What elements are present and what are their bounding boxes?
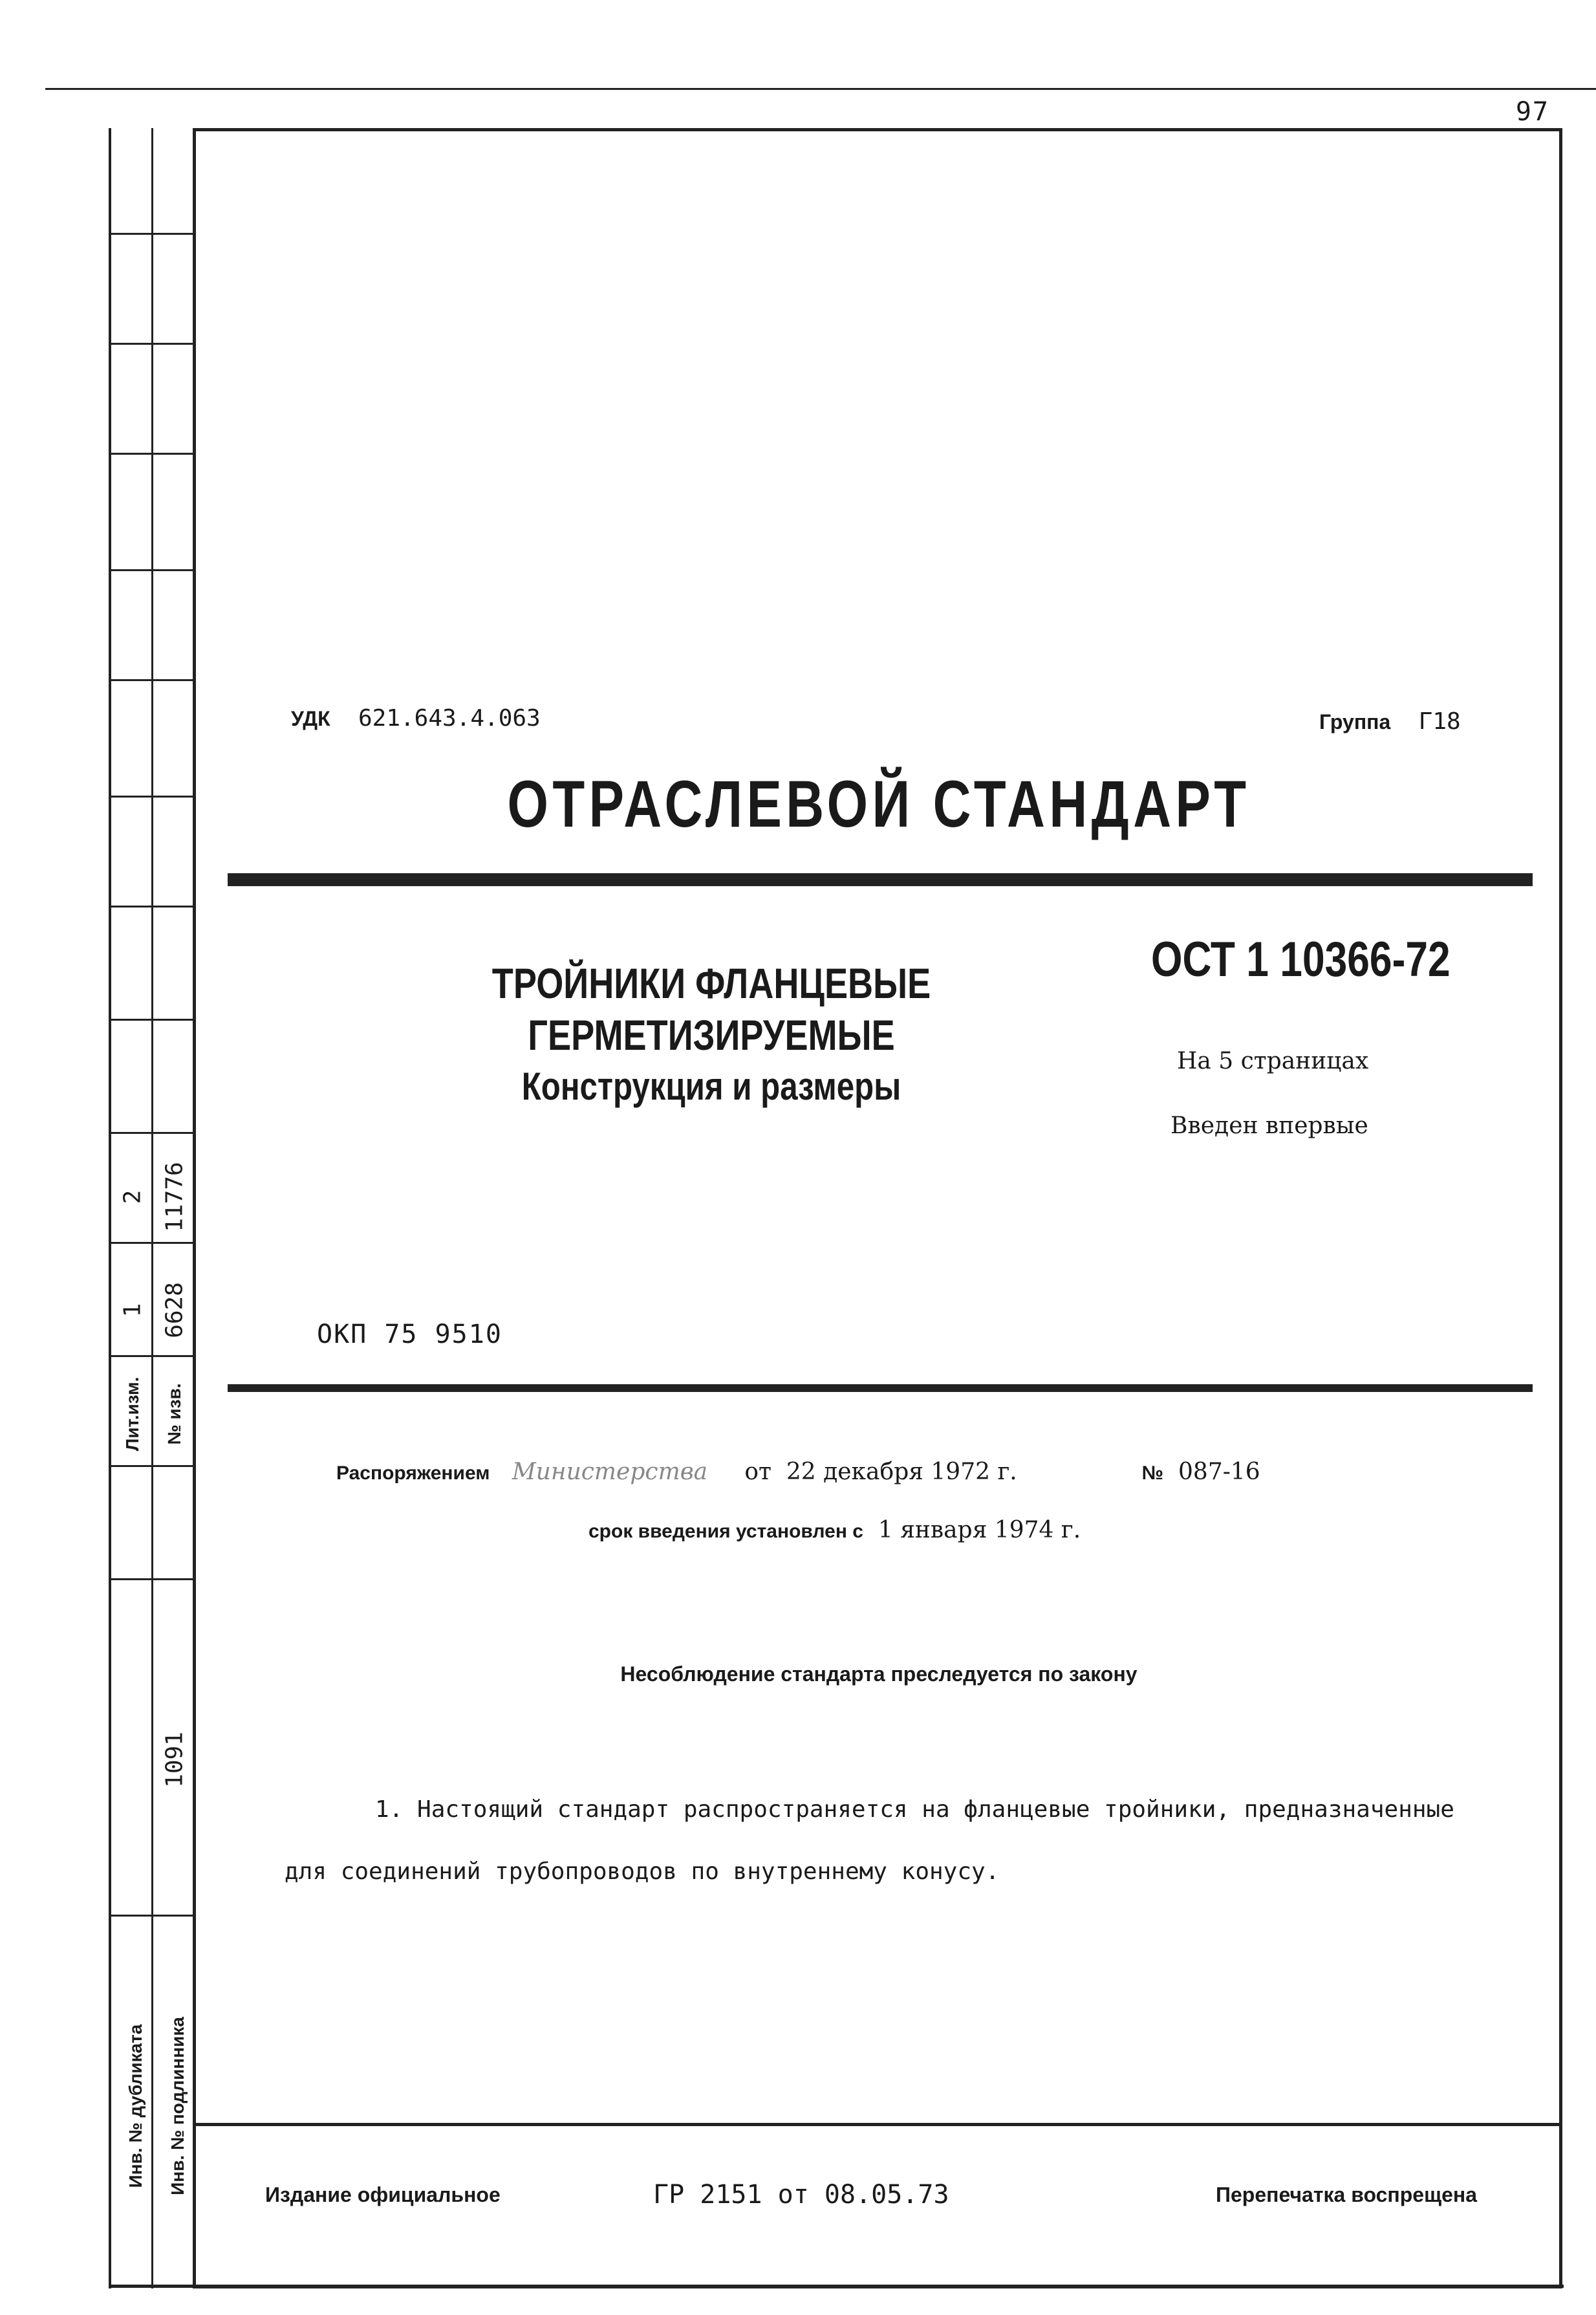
title-line-1: ТРОЙНИКИ ФЛАНЦЕВЫЕ <box>491 959 931 1007</box>
outer-frame-top-line <box>45 88 1596 90</box>
stamp-cell-line <box>109 233 193 235</box>
order-date: 22 декабря 1972 г. <box>786 1459 1017 1485</box>
scope-paragraph: 1. Настоящий стандарт распространяется на фланцевые тройники, предназначенные для соединений трубопроводов по внутреннему конусу. <box>285 1796 1454 1885</box>
standard-code: ОСТ 1 10366-72 <box>1151 932 1450 987</box>
udk-value: 621.643.4.063 <box>358 705 541 732</box>
stamp-cell-line <box>109 343 193 345</box>
main-frame <box>193 128 1562 2288</box>
stamp-cell-line <box>109 1132 193 1134</box>
stamp-col1-rev2: 2 <box>119 1190 146 1204</box>
title-block <box>420 957 1002 1113</box>
title-line-3: Конструкция и размеры <box>521 1065 901 1108</box>
stamp-outer-rule <box>109 128 111 2288</box>
stamp-izv-label: № изв. <box>164 1383 184 1445</box>
stamp-col2-rev1: 6628 <box>161 1282 188 1338</box>
group-value: Г18 <box>1418 708 1461 735</box>
page-count: На 5 страницах <box>1177 1048 1369 1074</box>
footer-divider <box>193 2123 1562 2126</box>
deadline-date: 1 января 1974 г. <box>878 1517 1081 1543</box>
order-line <box>336 1459 1260 1485</box>
order-number: 087-16 <box>1178 1459 1260 1485</box>
bottom-frame-rule <box>109 2285 1564 2288</box>
stamp-inv-original-label: Инв. № подлинника <box>167 2017 188 2195</box>
udk-label: УДК <box>291 707 330 730</box>
stamp-col1-rev1: 1 <box>119 1303 146 1318</box>
group-line <box>1319 708 1461 735</box>
stamp-cell-line <box>109 1578 193 1580</box>
stamp-cell-line <box>109 1465 193 1467</box>
stamp-cell-line <box>109 569 193 571</box>
stamp-cell-line <box>109 796 193 798</box>
stamp-col2-rev2: 11776 <box>161 1162 188 1232</box>
stamp-cell-line <box>109 679 193 681</box>
stamp-duplicate-value: 1091 <box>161 1732 188 1788</box>
stamp-cell-line <box>109 906 193 908</box>
footer-registration: ГР 2151 от 08.05.73 <box>653 2180 949 2210</box>
heavy-rule-bottom <box>228 1384 1533 1392</box>
stamp-cell-line <box>109 1355 193 1357</box>
stamp-inv-duplicate-label: Инв. № дубликата <box>125 2024 146 2188</box>
order-label: Распоряжением <box>336 1462 490 1484</box>
stamp-inner-rule <box>151 128 153 2288</box>
footer-edition: Издание официальное <box>265 2183 501 2206</box>
stamp-cell-line <box>109 453 193 455</box>
deadline-line <box>588 1517 1081 1543</box>
deadline-label: срок введения установлен с <box>588 1521 863 1542</box>
order-issuer: Министерства <box>512 1459 708 1485</box>
stamp-lit-izm-label: Лит.изм. <box>122 1376 142 1451</box>
group-label: Группа <box>1319 710 1391 734</box>
stamp-cell-line <box>109 1242 193 1244</box>
page-number: 97 <box>1515 97 1549 127</box>
order-number-label: № <box>1141 1462 1164 1484</box>
legal-warning: Несоблюдение стандарта преследуется по закону <box>620 1662 1138 1686</box>
okp-code: ОКП 75 9510 <box>317 1320 502 1349</box>
footer-reprint-notice: Перепечатка воспрещена <box>1216 2183 1477 2206</box>
status-text: Введен впервые <box>1170 1113 1368 1139</box>
udk-line <box>291 705 541 732</box>
title-line-2: ГЕРМЕТИЗИРУЕМЫЕ <box>528 1011 895 1059</box>
stamp-cell-line <box>109 1019 193 1021</box>
order-date-prefix: от <box>744 1459 771 1485</box>
heavy-rule-top <box>228 873 1533 886</box>
document-heading: ОТРАСЛЕВОЙ СТАНДАРТ <box>507 767 1251 841</box>
stamp-cell-line <box>109 1915 193 1917</box>
